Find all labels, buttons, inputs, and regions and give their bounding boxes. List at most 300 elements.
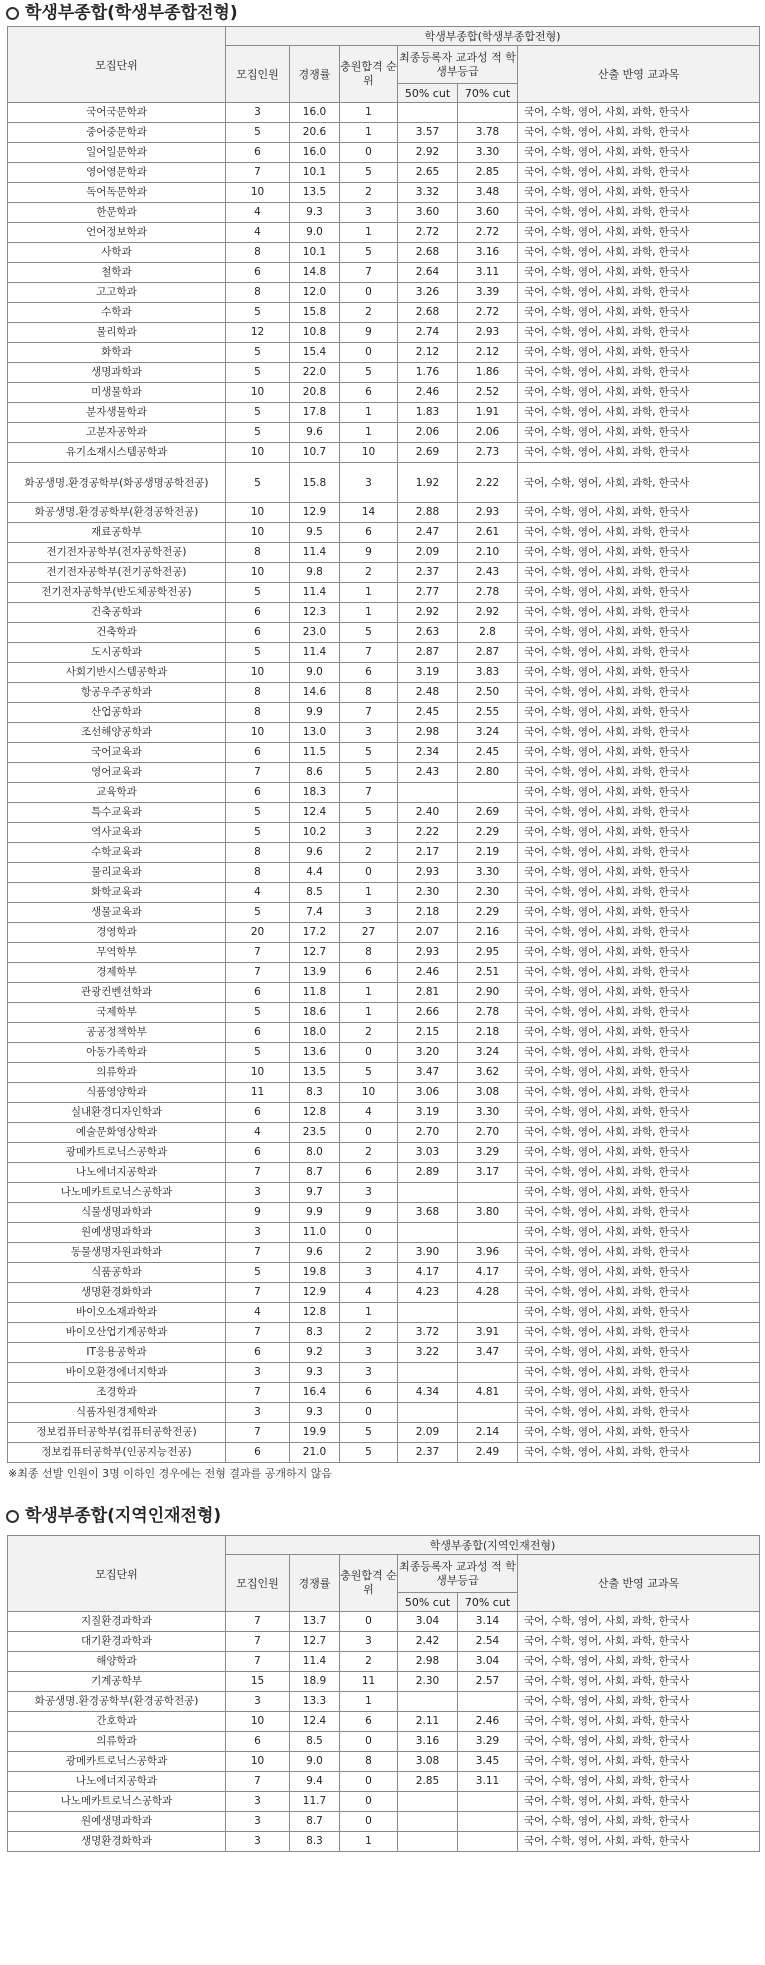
table-row	[8, 1812, 760, 1832]
subjects-cell: 국어, 수학, 영어, 사회, 과학, 한국사	[518, 623, 760, 643]
cut50-cell: 1.76	[398, 363, 458, 383]
table-row	[8, 1363, 760, 1383]
header-rate: 경쟁률	[290, 46, 340, 103]
rate-cell: 19.8	[290, 1263, 340, 1283]
subjects-cell: 국어, 수학, 영어, 사회, 과학, 한국사	[518, 1223, 760, 1243]
dept-cell: 교육학과	[8, 783, 226, 803]
extra-rank-cell: 5	[340, 803, 398, 823]
rate-cell: 8.5	[290, 883, 340, 903]
rate-cell: 12.8	[290, 1303, 340, 1323]
extra-rank-cell: 0	[340, 1403, 398, 1423]
cut70-cell: 2.45	[458, 743, 518, 763]
cut70-cell	[458, 1363, 518, 1383]
table-row	[8, 1403, 760, 1423]
rate-cell: 12.9	[290, 1283, 340, 1303]
subjects-cell: 국어, 수학, 영어, 사회, 과학, 한국사	[518, 383, 760, 403]
cut70-cell: 1.86	[458, 363, 518, 383]
cut70-cell: 3.30	[458, 863, 518, 883]
rate-cell: 9.2	[290, 1343, 340, 1363]
cut50-cell: 2.42	[398, 1632, 458, 1652]
cut70-cell: 2.14	[458, 1423, 518, 1443]
rate-cell: 9.3	[290, 1403, 340, 1423]
table-row	[8, 783, 760, 803]
cut70-cell: 2.95	[458, 943, 518, 963]
header-group: 학생부종합(학생부종합전형)	[226, 27, 760, 46]
extra-rank-cell: 3	[340, 1363, 398, 1383]
dept-cell: 일어일문학과	[8, 143, 226, 163]
subjects-cell: 국어, 수학, 영어, 사회, 과학, 한국사	[518, 1772, 760, 1792]
table-row	[8, 423, 760, 443]
subjects-cell: 국어, 수학, 영어, 사회, 과학, 한국사	[518, 1832, 760, 1852]
extra-rank-cell: 10	[340, 1083, 398, 1103]
rate-cell: 13.5	[290, 183, 340, 203]
header-extra: 충원합격 순위	[340, 1555, 398, 1612]
extra-rank-cell: 8	[340, 683, 398, 703]
quota-cell: 7	[226, 1243, 290, 1263]
section2-title	[0, 1503, 765, 1529]
cut50-cell	[398, 1223, 458, 1243]
dept-cell: 생명과학과	[8, 363, 226, 383]
quota-cell: 7	[226, 763, 290, 783]
dept-cell: 항공우주공학과	[8, 683, 226, 703]
subjects-cell: 국어, 수학, 영어, 사회, 과학, 한국사	[518, 403, 760, 423]
extra-rank-cell: 1	[340, 403, 398, 423]
subjects-cell: 국어, 수학, 영어, 사회, 과학, 한국사	[518, 1063, 760, 1083]
extra-rank-cell: 6	[340, 383, 398, 403]
dept-cell: 도시공학과	[8, 643, 226, 663]
cut50-cell: 2.46	[398, 963, 458, 983]
dept-cell: 건축공학과	[8, 603, 226, 623]
subjects-cell: 국어, 수학, 영어, 사회, 과학, 한국사	[518, 1123, 760, 1143]
cut50-cell: 2.88	[398, 503, 458, 523]
subjects-cell: 국어, 수학, 영어, 사회, 과학, 한국사	[518, 1732, 760, 1752]
extra-rank-cell: 5	[340, 743, 398, 763]
subjects-cell: 국어, 수학, 영어, 사회, 과학, 한국사	[518, 1423, 760, 1443]
extra-rank-cell: 7	[340, 263, 398, 283]
table-row	[8, 463, 760, 503]
rate-cell: 15.8	[290, 463, 340, 503]
extra-rank-cell: 1	[340, 583, 398, 603]
cut70-cell	[458, 1692, 518, 1712]
rate-cell: 16.0	[290, 143, 340, 163]
table-row	[8, 1772, 760, 1792]
subjects-cell: 국어, 수학, 영어, 사회, 과학, 한국사	[518, 643, 760, 663]
dept-cell: 물리학과	[8, 323, 226, 343]
cut50-cell: 2.69	[398, 443, 458, 463]
cut70-cell: 3.16	[458, 243, 518, 263]
dept-cell: 특수교육과	[8, 803, 226, 823]
extra-rank-cell: 2	[340, 1243, 398, 1263]
cut50-cell: 3.03	[398, 1143, 458, 1163]
table-row	[8, 1103, 760, 1123]
subjects-cell: 국어, 수학, 영어, 사회, 과학, 한국사	[518, 863, 760, 883]
cut70-cell	[458, 1303, 518, 1323]
subjects-cell: 국어, 수학, 영어, 사회, 과학, 한국사	[518, 1103, 760, 1123]
cut70-cell: 3.30	[458, 1103, 518, 1123]
cut50-cell: 3.22	[398, 1343, 458, 1363]
cut50-cell: 2.72	[398, 223, 458, 243]
table-row	[8, 263, 760, 283]
dept-cell: 산업공학과	[8, 703, 226, 723]
header-cut50: 50% cut	[398, 1593, 458, 1612]
extra-rank-cell: 3	[340, 463, 398, 503]
cut70-cell: 2.55	[458, 703, 518, 723]
dept-cell: 나노에너지공학과	[8, 1163, 226, 1183]
cut70-cell: 2.06	[458, 423, 518, 443]
dept-cell: 영어영문학과	[8, 163, 226, 183]
table-row	[8, 683, 760, 703]
dept-cell: 동물생명자원과학과	[8, 1243, 226, 1263]
subjects-cell: 국어, 수학, 영어, 사회, 과학, 한국사	[518, 1083, 760, 1103]
dept-cell: 실내환경디자인학과	[8, 1103, 226, 1123]
cut70-cell: 3.47	[458, 1343, 518, 1363]
quota-cell: 10	[226, 663, 290, 683]
extra-rank-cell: 0	[340, 283, 398, 303]
extra-rank-cell: 8	[340, 1752, 398, 1772]
subjects-cell: 국어, 수학, 영어, 사회, 과학, 한국사	[518, 1712, 760, 1732]
subjects-cell: 국어, 수학, 영어, 사회, 과학, 한국사	[518, 223, 760, 243]
quota-cell: 8	[226, 283, 290, 303]
quota-cell: 3	[226, 1363, 290, 1383]
cut50-cell: 2.30	[398, 883, 458, 903]
quota-cell: 5	[226, 123, 290, 143]
dept-cell: 조경학과	[8, 1383, 226, 1403]
cut50-cell: 2.09	[398, 1423, 458, 1443]
quota-cell: 6	[226, 263, 290, 283]
cut70-cell: 2.72	[458, 303, 518, 323]
cut70-cell: 2.87	[458, 643, 518, 663]
cut70-cell: 2.92	[458, 603, 518, 623]
extra-rank-cell: 3	[340, 823, 398, 843]
quota-cell: 4	[226, 203, 290, 223]
cut70-cell: 3.11	[458, 1772, 518, 1792]
table-row	[8, 1243, 760, 1263]
dept-cell: 식품자원경제학과	[8, 1403, 226, 1423]
cut70-cell: 3.60	[458, 203, 518, 223]
extra-rank-cell: 1	[340, 223, 398, 243]
quota-cell: 11	[226, 1083, 290, 1103]
dept-cell: 바이오산업기계공학과	[8, 1323, 226, 1343]
cut50-cell: 3.60	[398, 203, 458, 223]
rate-cell: 11.4	[290, 583, 340, 603]
cut50-cell: 3.08	[398, 1752, 458, 1772]
extra-rank-cell: 1	[340, 1832, 398, 1852]
extra-rank-cell: 1	[340, 1692, 398, 1712]
cut70-cell	[458, 1403, 518, 1423]
cut70-cell: 2.90	[458, 983, 518, 1003]
quota-cell: 10	[226, 443, 290, 463]
rate-cell: 12.0	[290, 283, 340, 303]
subjects-cell: 국어, 수학, 영어, 사회, 과학, 한국사	[518, 1283, 760, 1303]
table-row	[8, 543, 760, 563]
table-row	[8, 1343, 760, 1363]
table-row	[8, 903, 760, 923]
quota-cell: 5	[226, 423, 290, 443]
cut50-cell: 2.18	[398, 903, 458, 923]
cut70-cell: 2.19	[458, 843, 518, 863]
cut50-cell: 2.81	[398, 983, 458, 1003]
header-extra: 충원합격 순위	[340, 46, 398, 103]
section2-title-text: 학생부종합(지역인재전형)	[25, 1506, 222, 1526]
table-row	[8, 763, 760, 783]
cut70-cell: 3.78	[458, 123, 518, 143]
cut50-cell: 2.93	[398, 863, 458, 883]
dept-cell: IT응용공학과	[8, 1343, 226, 1363]
quota-cell: 4	[226, 883, 290, 903]
header-grade: 최종등록자 교과성 적 학생부등급	[398, 46, 518, 84]
table-row	[8, 883, 760, 903]
table-row	[8, 443, 760, 463]
table-row	[8, 203, 760, 223]
extra-rank-cell: 1	[340, 103, 398, 123]
cut70-cell: 2.54	[458, 1632, 518, 1652]
dept-cell: 사회기반시스템공학과	[8, 663, 226, 683]
cut70-cell	[458, 1792, 518, 1812]
quota-cell: 4	[226, 223, 290, 243]
dept-cell: 언어정보학과	[8, 223, 226, 243]
cut70-cell	[458, 1832, 518, 1852]
extra-rank-cell: 1	[340, 883, 398, 903]
cut50-cell: 3.26	[398, 283, 458, 303]
rate-cell: 12.4	[290, 1712, 340, 1732]
quota-cell: 5	[226, 1043, 290, 1063]
section1-title-text: 학생부종합(학생부종합전형)	[25, 3, 238, 23]
quota-cell: 6	[226, 623, 290, 643]
footnote: ※최종 선발 인원이 3명 이하인 경우에는 전형 결과를 공개하지 않음	[8, 1467, 332, 1480]
subjects-cell: 국어, 수학, 영어, 사회, 과학, 한국사	[518, 1003, 760, 1023]
extra-rank-cell: 1	[340, 423, 398, 443]
quota-cell: 3	[226, 1832, 290, 1852]
subjects-cell: 국어, 수학, 영어, 사회, 과학, 한국사	[518, 803, 760, 823]
table-row	[8, 803, 760, 823]
cut50-cell	[398, 1403, 458, 1423]
extra-rank-cell: 2	[340, 1652, 398, 1672]
extra-rank-cell: 6	[340, 523, 398, 543]
cut50-cell: 2.64	[398, 263, 458, 283]
table-row	[8, 863, 760, 883]
table-row	[8, 563, 760, 583]
subjects-cell: 국어, 수학, 영어, 사회, 과학, 한국사	[518, 1812, 760, 1832]
rate-cell: 17.8	[290, 403, 340, 423]
quota-cell: 12	[226, 323, 290, 343]
subjects-cell: 국어, 수학, 영어, 사회, 과학, 한국사	[518, 523, 760, 543]
extra-rank-cell: 7	[340, 783, 398, 803]
table-row	[8, 823, 760, 843]
subjects-cell: 국어, 수학, 영어, 사회, 과학, 한국사	[518, 443, 760, 463]
section2-table-body	[8, 1612, 760, 1852]
dept-cell: 사학과	[8, 243, 226, 263]
extra-rank-cell: 3	[340, 1263, 398, 1283]
dept-cell: 경제학부	[8, 963, 226, 983]
subjects-cell: 국어, 수학, 영어, 사회, 과학, 한국사	[518, 503, 760, 523]
table-row	[8, 1163, 760, 1183]
quota-cell: 5	[226, 303, 290, 323]
rate-cell: 20.6	[290, 123, 340, 143]
subjects-cell: 국어, 수학, 영어, 사회, 과학, 한국사	[518, 1652, 760, 1672]
table-row	[8, 243, 760, 263]
dept-cell: 철학과	[8, 263, 226, 283]
dept-cell: 나노에너지공학과	[8, 1772, 226, 1792]
table-row	[8, 1692, 760, 1712]
subjects-cell: 국어, 수학, 영어, 사회, 과학, 한국사	[518, 123, 760, 143]
quota-cell: 10	[226, 563, 290, 583]
extra-rank-cell: 0	[340, 1043, 398, 1063]
cut50-cell: 4.34	[398, 1383, 458, 1403]
cut70-cell: 2.70	[458, 1123, 518, 1143]
dept-cell: 식품공학과	[8, 1263, 226, 1283]
rate-cell: 13.5	[290, 1063, 340, 1083]
extra-rank-cell: 7	[340, 643, 398, 663]
table-row	[8, 183, 760, 203]
rate-cell: 8.6	[290, 763, 340, 783]
cut50-cell: 2.70	[398, 1123, 458, 1143]
quota-cell: 3	[226, 103, 290, 123]
cut50-cell: 3.57	[398, 123, 458, 143]
table-row	[8, 603, 760, 623]
dept-cell: 역사교육과	[8, 823, 226, 843]
rate-cell: 15.4	[290, 343, 340, 363]
cut50-cell	[398, 1363, 458, 1383]
cut50-cell: 2.47	[398, 523, 458, 543]
rate-cell: 9.9	[290, 1203, 340, 1223]
extra-rank-cell: 5	[340, 363, 398, 383]
dept-cell: 바이오환경에너지학과	[8, 1363, 226, 1383]
rate-cell: 11.4	[290, 643, 340, 663]
cut70-cell: 2.61	[458, 523, 518, 543]
extra-rank-cell: 2	[340, 1323, 398, 1343]
rate-cell: 9.0	[290, 663, 340, 683]
dept-cell: 재료공학부	[8, 523, 226, 543]
rate-cell: 14.6	[290, 683, 340, 703]
circle-icon	[6, 1510, 19, 1523]
cut70-cell: 2.46	[458, 1712, 518, 1732]
table-row	[8, 1323, 760, 1343]
rate-cell: 18.6	[290, 1003, 340, 1023]
dept-cell: 원예생명과학과	[8, 1223, 226, 1243]
extra-rank-cell: 9	[340, 323, 398, 343]
cut70-cell: 2.93	[458, 323, 518, 343]
rate-cell: 9.6	[290, 843, 340, 863]
rate-cell: 9.6	[290, 423, 340, 443]
cut50-cell: 4.23	[398, 1283, 458, 1303]
cut50-cell: 1.92	[398, 463, 458, 503]
quota-cell: 6	[226, 1732, 290, 1752]
cut50-cell: 3.16	[398, 1732, 458, 1752]
cut70-cell: 3.48	[458, 183, 518, 203]
cut50-cell: 2.37	[398, 563, 458, 583]
quota-cell: 5	[226, 343, 290, 363]
cut70-cell: 3.14	[458, 1612, 518, 1632]
dept-cell: 화공생명.환경공학부(화공생명공학전공)	[8, 463, 226, 503]
quota-cell: 7	[226, 1632, 290, 1652]
rate-cell: 9.0	[290, 223, 340, 243]
cut50-cell: 2.98	[398, 723, 458, 743]
cut70-cell	[458, 103, 518, 123]
rate-cell: 10.8	[290, 323, 340, 343]
cut50-cell: 3.47	[398, 1063, 458, 1083]
subjects-cell: 국어, 수학, 영어, 사회, 과학, 한국사	[518, 1243, 760, 1263]
rate-cell: 8.3	[290, 1832, 340, 1852]
cut70-cell: 3.29	[458, 1143, 518, 1163]
extra-rank-cell: 3	[340, 1632, 398, 1652]
quota-cell: 7	[226, 1772, 290, 1792]
extra-rank-cell: 0	[340, 1812, 398, 1832]
rate-cell: 13.9	[290, 963, 340, 983]
dept-cell: 생물교육과	[8, 903, 226, 923]
table-row	[8, 123, 760, 143]
dept-cell: 해양학과	[8, 1652, 226, 1672]
header-grade: 최종등록자 교과성 적 학생부등급	[398, 1555, 518, 1593]
rate-cell: 21.0	[290, 1443, 340, 1463]
rate-cell: 12.3	[290, 603, 340, 623]
extra-rank-cell: 0	[340, 343, 398, 363]
cut70-cell: 2.10	[458, 543, 518, 563]
subjects-cell: 국어, 수학, 영어, 사회, 과학, 한국사	[518, 243, 760, 263]
extra-rank-cell: 6	[340, 963, 398, 983]
extra-rank-cell: 3	[340, 1343, 398, 1363]
extra-rank-cell: 0	[340, 1612, 398, 1632]
rate-cell: 16.4	[290, 1383, 340, 1403]
quota-cell: 20	[226, 923, 290, 943]
quota-cell: 5	[226, 363, 290, 383]
dept-cell: 공공정책학부	[8, 1023, 226, 1043]
cut70-cell: 2.73	[458, 443, 518, 463]
section2-table	[7, 1535, 760, 1852]
quota-cell: 8	[226, 243, 290, 263]
extra-rank-cell: 6	[340, 1712, 398, 1732]
dept-cell: 식품영양학과	[8, 1083, 226, 1103]
extra-rank-cell: 5	[340, 1423, 398, 1443]
table-row	[8, 923, 760, 943]
cut50-cell: 2.87	[398, 643, 458, 663]
extra-rank-cell: 0	[340, 143, 398, 163]
rate-cell: 9.0	[290, 1752, 340, 1772]
dept-cell: 한문학과	[8, 203, 226, 223]
cut50-cell: 2.40	[398, 803, 458, 823]
quota-cell: 6	[226, 1443, 290, 1463]
cut50-cell: 3.68	[398, 1203, 458, 1223]
rate-cell: 12.8	[290, 1103, 340, 1123]
rate-cell: 12.9	[290, 503, 340, 523]
cut70-cell	[458, 783, 518, 803]
rate-cell: 14.8	[290, 263, 340, 283]
cut50-cell: 2.68	[398, 243, 458, 263]
header-group: 학생부종합(지역인재전형)	[226, 1536, 760, 1555]
extra-rank-cell: 0	[340, 1732, 398, 1752]
cut50-cell: 4.17	[398, 1263, 458, 1283]
dept-cell: 건축학과	[8, 623, 226, 643]
cut50-cell	[398, 1183, 458, 1203]
quota-cell: 5	[226, 823, 290, 843]
dept-cell: 광메카트로닉스공학과	[8, 1752, 226, 1772]
rate-cell: 10.1	[290, 163, 340, 183]
dept-cell: 전기전자공학부(전기공학전공)	[8, 563, 226, 583]
cut70-cell: 3.29	[458, 1732, 518, 1752]
quota-cell: 3	[226, 1223, 290, 1243]
cut50-cell: 2.65	[398, 163, 458, 183]
dept-cell: 생명환경화학과	[8, 1832, 226, 1852]
table-row	[8, 323, 760, 343]
rate-cell: 13.3	[290, 1692, 340, 1712]
rate-cell: 15.8	[290, 303, 340, 323]
header-rate: 경쟁률	[290, 1555, 340, 1612]
table-row	[8, 743, 760, 763]
cut50-cell: 1.83	[398, 403, 458, 423]
extra-rank-cell: 5	[340, 763, 398, 783]
table-row	[8, 403, 760, 423]
subjects-cell: 국어, 수학, 영어, 사회, 과학, 한국사	[518, 563, 760, 583]
section2-table-wrap	[7, 1535, 759, 1852]
